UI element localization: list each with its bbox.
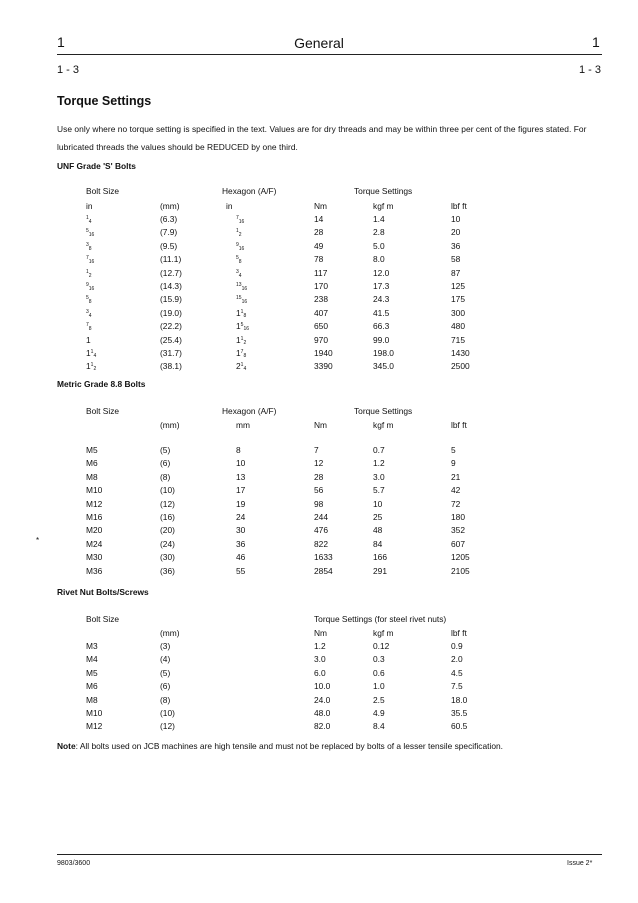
rivet-cell-mm: (6) (160, 681, 171, 692)
unf-cell-mm: (11.1) (160, 254, 182, 265)
rivet-unit-kgfm: kgf m (373, 628, 394, 638)
unf-header-bolt-size: Bolt Size (86, 186, 120, 196)
rivet-cell-kgfm: 4.9 (373, 708, 385, 718)
unf-cell-hex-numerator: 1 (240, 308, 244, 315)
metric-cell-mm: (30) (160, 552, 175, 563)
unf-cell-in-numerator: 1 (90, 349, 94, 355)
page-number-left: 1 (57, 34, 65, 50)
unf-cell-kgfm: 12.0 (373, 267, 390, 278)
unf-cell-hex-denominator: 8 (243, 353, 247, 359)
unf-cell-mm: (14.3) (160, 281, 182, 291)
rivet-cell-size: M5 (86, 667, 98, 678)
metric-cell-mm: (8) (160, 471, 171, 482)
metric-header-hexagon: Hexagon (A/F) (222, 406, 277, 416)
metric-header-torque: Torque Settings (354, 406, 413, 416)
unf-cell-lbfft: 36 (451, 240, 461, 251)
unf-cell-in-whole: 1 (86, 334, 91, 345)
metric-cell-size: M36 (86, 565, 103, 576)
metric-cell-lbfft: 1205 (451, 552, 470, 563)
metric-cell-lbfft: 352 (451, 525, 465, 536)
rivet-cell-kgfm: 0.3 (373, 654, 385, 665)
rivet-cell-mm: (10) (160, 708, 175, 718)
metric-cell-nm: 56 (314, 485, 324, 496)
unf-cell-nm: 970 (314, 334, 328, 345)
unf-header-hexagon: Hexagon (A/F) (222, 186, 277, 196)
metric-cell-lbfft: 9 (451, 458, 456, 469)
unf-cell-in-denominator: 16 (88, 286, 95, 292)
metric-cell-mm: (36) (160, 565, 175, 576)
unf-cell-mm: (38.1) (160, 361, 182, 372)
unf-cell-hex-denominator: 4 (238, 272, 242, 279)
unf-cell-in-numerator: 7 (86, 322, 89, 329)
unf-cell-in-whole: 1 (86, 361, 91, 372)
unf-cell-kgfm: 198.0 (373, 348, 394, 358)
metric-header-bolt-size: Bolt Size (86, 406, 120, 416)
rivet-cell-nm: 82.0 (314, 721, 331, 732)
metric-cell-mm: (12) (160, 498, 175, 509)
unf-cell-kgfm: 99.0 (373, 334, 390, 345)
unf-cell-lbfft: 480 (451, 321, 465, 332)
unf-cell-nm: 650 (314, 321, 328, 332)
unf-cell-hex-denominator: 16 (241, 299, 248, 306)
unf-cell-hex-whole: 2 (236, 361, 241, 372)
unf-cell-kgfm: 17.3 (373, 281, 390, 291)
unf-cell-in (86, 294, 92, 305)
rivet-cell-kgfm: 8.4 (373, 721, 385, 732)
section-heading: Torque Settings (57, 94, 152, 108)
note-text: : All bolts used on JCB machines are high tensile and must not be replaced by bolts of a lesser tensile specification. (75, 741, 503, 751)
rivet-cell-mm: (12) (160, 721, 175, 732)
unf-cell-in (86, 281, 94, 292)
metric-unit-lbfft: lbf ft (451, 420, 467, 430)
unf-cell-hex-numerator: 7 (236, 215, 239, 221)
metric-cell-hex: 24 (236, 512, 246, 522)
unf-cell-mm: (6.3) (160, 214, 178, 224)
unf-cell-mm: (15.9) (160, 294, 182, 305)
rivet-cell-kgfm: 1.0 (373, 681, 385, 692)
unf-cell-hex-denominator: 2 (238, 232, 242, 239)
rivet-cell-nm: 1.2 (314, 641, 326, 651)
unf-cell-lbfft: 10 (451, 214, 461, 224)
unf-cell-hex (236, 294, 247, 305)
metric-unit-kgfm: kgf m (373, 420, 394, 430)
unf-cell-hex-denominator: 16 (243, 326, 250, 333)
unf-cell-in-numerator: 1 (86, 215, 89, 221)
rivet-cell-lbfft: 60.5 (451, 721, 468, 732)
unf-cell-in-denominator: 16 (88, 259, 95, 266)
unf-cell-hex (236, 214, 244, 225)
unf-cell-mm: (22.2) (160, 321, 182, 332)
unf-cell-in (86, 254, 94, 265)
unf-cell-in-denominator: 8 (88, 299, 92, 306)
unf-cell-hex-denominator: 8 (238, 259, 242, 266)
unf-cell-lbfft: 58 (451, 254, 461, 265)
unf-cell-nm: 1940 (314, 348, 333, 358)
unf-cell-hex (236, 361, 246, 372)
metric-section-title: Metric Grade 8.8 Bolts (57, 379, 146, 389)
metric-cell-nm: 1633 (314, 552, 333, 563)
unf-cell-hex-numerator: 7 (240, 349, 244, 355)
rivet-cell-mm: (8) (160, 694, 171, 705)
unf-cell-hex (236, 348, 246, 359)
rivet-cell-lbfft: 4.5 (451, 667, 463, 678)
unf-cell-in-denominator: 4 (88, 312, 92, 319)
unf-cell-in-denominator: 8 (88, 326, 92, 333)
unf-cell-mm: (31.7) (160, 348, 182, 358)
metric-cell-size: M6 (86, 458, 98, 469)
rivet-cell-nm: 24.0 (314, 694, 331, 705)
unf-cell-in-numerator: 3 (86, 241, 89, 248)
metric-cell-mm: (16) (160, 512, 175, 522)
unf-cell-in-denominator: 2 (93, 366, 97, 373)
unf-cell-lbfft: 20 (451, 227, 461, 238)
unf-cell-nm: 28 (314, 227, 324, 238)
unf-cell-hex-denominator: 16 (238, 245, 245, 252)
rivet-unit-mm: (mm) (160, 628, 180, 638)
metric-cell-size: M24 (86, 538, 103, 549)
metric-cell-hex: 36 (236, 538, 246, 549)
rivet-cell-size: M10 (86, 708, 103, 718)
unf-cell-in (86, 241, 92, 252)
unf-cell-hex-denominator: 4 (243, 366, 247, 373)
rivet-cell-lbfft: 18.0 (451, 694, 468, 705)
unf-cell-lbfft: 1430 (451, 348, 470, 358)
header-rule (57, 54, 602, 55)
rivet-unit-nm: Nm (314, 628, 328, 638)
note (57, 741, 503, 751)
rivet-section-title: Rivet Nut Bolts/Screws (57, 587, 149, 597)
unf-cell-nm: 49 (314, 240, 324, 251)
unf-cell-mm: (9.5) (160, 240, 178, 251)
unf-cell-mm: (7.9) (160, 227, 178, 238)
metric-cell-nm: 12 (314, 458, 324, 469)
metric-cell-hex: 55 (236, 565, 246, 576)
unf-cell-in-denominator: 2 (88, 272, 92, 279)
unf-cell-in (86, 214, 92, 225)
rivet-cell-nm: 3.0 (314, 654, 326, 665)
unf-cell-in (86, 321, 92, 332)
unf-cell-lbfft: 87 (451, 267, 461, 278)
unf-cell-nm: 170 (314, 281, 328, 291)
unf-cell-hex (236, 321, 249, 332)
metric-cell-hex: 46 (236, 552, 246, 563)
intro-paragraph: Use only where no torque setting is specified in the text. Values are for dry threads and may be within three per cent of the figures stated. For lubricated threads the values should be REDUCED by one third. (57, 124, 587, 152)
unf-cell-nm: 14 (314, 214, 324, 224)
section-number-right: 1 - 3 (579, 64, 602, 76)
unf-cell-in (86, 361, 96, 372)
metric-cell-nm: 244 (314, 512, 328, 522)
unf-cell-hex (236, 268, 242, 279)
rivet-cell-lbfft: 2.0 (451, 654, 463, 665)
unf-cell-nm: 117 (314, 267, 328, 278)
rivet-cell-kgfm: 2.5 (373, 694, 385, 705)
metric-cell-hex: 10 (236, 458, 246, 469)
unf-cell-lbfft: 715 (451, 334, 465, 345)
unf-cell-lbfft: 175 (451, 294, 465, 305)
metric-unit-hex-mm: mm (236, 420, 250, 430)
metric-cell-kgfm: 3.0 (373, 471, 385, 482)
rivet-cell-kgfm: 0.6 (373, 667, 385, 678)
unf-cell-in-numerator: 1 (86, 268, 89, 275)
metric-cell-mm: (24) (160, 538, 175, 549)
unf-cell-lbfft: 300 (451, 307, 465, 318)
rivet-cell-size: M8 (86, 694, 98, 705)
unf-cell-hex-numerator: 1 (240, 335, 244, 342)
unf-cell-hex (236, 254, 242, 265)
metric-cell-size: M10 (86, 485, 103, 496)
rivet-cell-kgfm: 0.12 (373, 641, 390, 651)
unf-cell-hex (236, 335, 246, 346)
metric-cell-nm: 7 (314, 445, 319, 455)
rivet-cell-lbfft: 7.5 (451, 681, 463, 692)
rivet-cell-mm: (5) (160, 667, 171, 678)
rivet-cell-lbfft: 0.9 (451, 641, 463, 651)
metric-cell-nm: 98 (314, 498, 324, 509)
unf-cell-in-numerator: 7 (86, 255, 89, 262)
unf-cell-mm: (25.4) (160, 334, 182, 345)
metric-cell-lbfft: 2105 (451, 565, 470, 576)
unf-cell-in (86, 268, 92, 279)
metric-cell-hex: 30 (236, 525, 246, 536)
unf-cell-in-numerator: 5 (86, 228, 89, 235)
metric-cell-kgfm: 48 (373, 525, 383, 536)
unf-cell-lbfft: 2500 (451, 361, 470, 372)
rivet-unit-lbfft: lbf ft (451, 628, 467, 638)
metric-cell-size: M5 (86, 445, 98, 455)
unf-cell-nm: 78 (314, 254, 324, 265)
unf-unit-kgfm: kgf m (373, 201, 394, 211)
unf-cell-in-denominator: 4 (88, 219, 92, 225)
rivet-cell-lbfft: 35.5 (451, 708, 468, 718)
unf-cell-hex-numerator: 15 (236, 295, 242, 302)
metric-cell-kgfm: 291 (373, 565, 387, 576)
rivet-cell-mm: (4) (160, 654, 171, 665)
metric-cell-lbfft: 72 (451, 498, 461, 509)
metric-cell-hex: 17 (236, 485, 246, 496)
metric-cell-lbfft: 5 (451, 445, 456, 455)
margin-change-mark: * (36, 536, 40, 545)
footer-rule (57, 854, 602, 855)
unf-cell-hex-numerator: 1 (236, 228, 239, 235)
unf-cell-hex (236, 308, 246, 319)
metric-cell-nm: 2854 (314, 565, 333, 576)
unf-cell-mm: (19.0) (160, 307, 182, 318)
metric-cell-kgfm: 25 (373, 512, 383, 522)
metric-cell-hex: 19 (236, 498, 246, 509)
unf-unit-lbfft: lbf ft (451, 201, 467, 211)
unf-cell-in-denominator: 4 (93, 353, 97, 359)
document-number: 9803/3600 (57, 860, 91, 867)
unf-cell-in-whole: 1 (86, 348, 91, 358)
metric-unit-mm: (mm) (160, 420, 180, 430)
page-title: General (294, 35, 344, 51)
unf-cell-hex-whole: 1 (236, 307, 241, 318)
unf-cell-in-denominator: 8 (88, 245, 92, 252)
unf-cell-lbfft: 125 (451, 281, 465, 291)
rivet-cell-nm: 6.0 (314, 667, 326, 678)
rivet-cell-size: M6 (86, 681, 98, 692)
rivet-header-torque: Torque Settings (for steel rivet nuts) (314, 614, 447, 624)
page-number-right: 1 (592, 34, 600, 50)
issue-number: Issue 2* (567, 860, 593, 867)
unf-cell-in-numerator: 5 (86, 295, 89, 302)
unf-cell-hex-whole: 1 (236, 334, 241, 345)
rivet-header-bolt-size: Bolt Size (86, 614, 120, 624)
unf-cell-kgfm: 2.8 (373, 227, 385, 238)
metric-cell-kgfm: 166 (373, 552, 387, 563)
unf-cell-kgfm: 8.0 (373, 254, 385, 265)
unf-cell-hex-denominator: 2 (243, 339, 247, 346)
unf-cell-in (86, 308, 92, 319)
metric-cell-kgfm: 5.7 (373, 485, 385, 496)
metric-cell-size: M16 (86, 512, 103, 522)
unf-unit-in: in (86, 201, 93, 211)
metric-cell-hex: 8 (236, 445, 241, 455)
rivet-cell-nm: 48.0 (314, 708, 331, 718)
metric-cell-size: M20 (86, 525, 103, 536)
unf-cell-kgfm: 5.0 (373, 240, 385, 251)
unf-cell-hex (236, 241, 244, 252)
unf-cell-kgfm: 345.0 (373, 361, 394, 372)
unf-cell-hex (236, 227, 242, 238)
unf-cell-kgfm: 41.5 (373, 307, 390, 318)
rivet-cell-mm: (3) (160, 641, 171, 651)
metric-cell-lbfft: 180 (451, 512, 465, 522)
metric-cell-mm: (6) (160, 458, 171, 469)
unf-cell-in-denominator: 16 (88, 232, 95, 239)
metric-cell-size: M8 (86, 471, 98, 482)
unf-cell-nm: 3390 (314, 361, 333, 372)
metric-cell-lbfft: 42 (451, 485, 461, 496)
metric-cell-nm: 476 (314, 525, 328, 536)
unf-cell-hex-whole: 1 (236, 321, 241, 332)
metric-cell-kgfm: 1.2 (373, 458, 385, 469)
unf-cell-hex-denominator: 16 (238, 219, 245, 225)
metric-cell-size: M12 (86, 498, 103, 509)
unf-cell-in (86, 227, 94, 238)
rivet-cell-nm: 10.0 (314, 681, 331, 692)
unf-cell-in (86, 335, 91, 346)
metric-cell-hex: 13 (236, 471, 246, 482)
unf-cell-hex-numerator: 5 (236, 255, 239, 262)
metric-cell-mm: (5) (160, 445, 171, 455)
metric-cell-mm: (10) (160, 485, 175, 496)
unf-cell-kgfm: 66.3 (373, 321, 390, 332)
metric-cell-lbfft: 607 (451, 538, 465, 549)
section-number-left: 1 - 3 (57, 64, 80, 76)
unf-section-title: UNF Grade 'S' Bolts (57, 161, 136, 171)
unf-cell-in-numerator: 9 (86, 282, 89, 288)
rivet-cell-size: M12 (86, 721, 103, 732)
unf-cell-hex (236, 281, 247, 292)
unf-cell-hex-denominator: 16 (241, 286, 248, 292)
metric-cell-nm: 822 (314, 538, 328, 549)
unf-cell-in-numerator: 1 (90, 362, 94, 369)
unf-cell-hex-numerator: 13 (236, 282, 242, 288)
note-label: Note (57, 741, 76, 751)
metric-cell-nm: 28 (314, 471, 324, 482)
unf-cell-hex-numerator: 3 (236, 268, 239, 275)
unf-unit-hex-in: in (226, 201, 233, 211)
unf-cell-nm: 238 (314, 294, 328, 305)
unf-cell-mm: (12.7) (160, 267, 182, 278)
metric-unit-nm: Nm (314, 420, 328, 430)
rivet-cell-size: M3 (86, 641, 98, 651)
unf-unit-mm: (mm) (160, 201, 180, 211)
unf-cell-hex-denominator: 8 (243, 312, 247, 319)
unf-cell-in-numerator: 3 (86, 308, 89, 315)
metric-cell-size: M30 (86, 552, 103, 563)
metric-cell-kgfm: 10 (373, 498, 383, 509)
unf-cell-kgfm: 24.3 (373, 294, 390, 305)
metric-cell-mm: (20) (160, 525, 175, 536)
unf-cell-nm: 407 (314, 307, 328, 318)
unf-cell-hex-numerator: 9 (236, 241, 239, 248)
unf-cell-hex-whole: 1 (236, 348, 241, 358)
metric-cell-kgfm: 0.7 (373, 445, 385, 455)
rivet-cell-size: M4 (86, 654, 98, 665)
metric-cell-kgfm: 84 (373, 538, 383, 549)
unf-header-torque: Torque Settings (354, 186, 413, 196)
unf-unit-nm: Nm (314, 201, 328, 211)
metric-cell-lbfft: 21 (451, 471, 461, 482)
unf-cell-hex-numerator: 5 (240, 322, 244, 329)
unf-cell-in (86, 348, 96, 359)
unf-cell-hex-numerator: 1 (240, 362, 244, 369)
unf-cell-kgfm: 1.4 (373, 214, 385, 224)
